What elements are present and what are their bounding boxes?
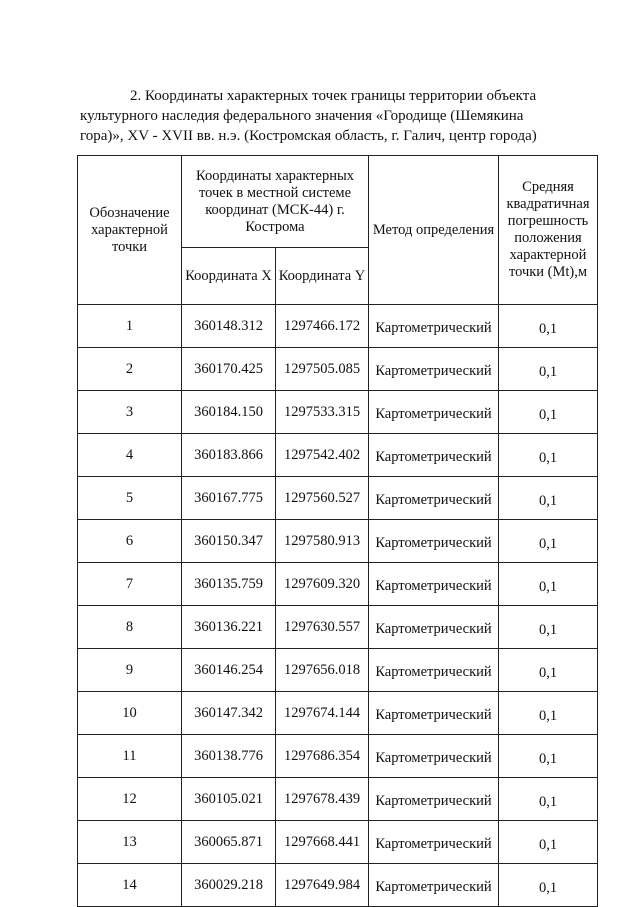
error-cell: 0,1 <box>499 520 598 563</box>
y-cell: 1297542.402 <box>276 434 369 477</box>
y-cell: 1297466.172 <box>276 305 369 348</box>
error-cell: 0,1 <box>499 563 598 606</box>
method-cell: Картометрический <box>369 520 499 563</box>
point-cell: 8 <box>78 606 182 649</box>
point-cell: 9 <box>78 649 182 692</box>
table-row <box>78 821 598 864</box>
x-cell: 360135.759 <box>182 563 276 606</box>
point-cell: 7 <box>78 563 182 606</box>
error-cell: 0,1 <box>499 305 598 348</box>
method-cell: Картометрический <box>369 477 499 520</box>
x-cell: 360147.342 <box>182 692 276 735</box>
table-row <box>78 649 598 692</box>
table-row <box>78 606 598 649</box>
heading-line-3: гора)», XV - XVII вв. н.э. (Костромская область, г. Галич, центр города) <box>80 128 537 144</box>
method-cell: Картометрический <box>369 391 499 434</box>
table-row <box>78 563 598 606</box>
method-cell: Картометрический <box>369 735 499 778</box>
x-cell: 360138.776 <box>182 735 276 778</box>
error-cell: 0,1 <box>499 391 598 434</box>
point-cell: 2 <box>78 348 182 391</box>
x-cell: 360167.775 <box>182 477 276 520</box>
table-row <box>78 520 598 563</box>
table-row <box>78 864 598 907</box>
point-cell: 4 <box>78 434 182 477</box>
y-cell: 1297686.354 <box>276 735 369 778</box>
method-cell: Картометрический <box>369 778 499 821</box>
point-cell: 13 <box>78 821 182 864</box>
y-cell: 1297656.018 <box>276 649 369 692</box>
section-heading <box>80 86 576 146</box>
method-cell: Картометрический <box>369 606 499 649</box>
header-point: Обозначение характерной точки <box>78 156 182 305</box>
x-cell: 360029.218 <box>182 864 276 907</box>
table-row <box>78 778 598 821</box>
method-cell: Картометрический <box>369 563 499 606</box>
header-coordinates: Координаты характерных точек в местной системе координат (МСК-44) г. Кострома <box>182 156 369 248</box>
y-cell: 1297560.527 <box>276 477 369 520</box>
point-cell: 1 <box>78 305 182 348</box>
y-cell: 1297580.913 <box>276 520 369 563</box>
error-cell: 0,1 <box>499 821 598 864</box>
point-cell: 3 <box>78 391 182 434</box>
method-cell: Картометрический <box>369 864 499 907</box>
error-cell: 0,1 <box>499 735 598 778</box>
y-cell: 1297649.984 <box>276 864 369 907</box>
x-cell: 360183.866 <box>182 434 276 477</box>
y-cell: 1297678.439 <box>276 778 369 821</box>
y-cell: 1297630.557 <box>276 606 369 649</box>
table-row <box>78 735 598 778</box>
point-cell: 12 <box>78 778 182 821</box>
coordinates-table <box>77 155 598 907</box>
x-cell: 360136.221 <box>182 606 276 649</box>
error-cell: 0,1 <box>499 477 598 520</box>
y-cell: 1297505.085 <box>276 348 369 391</box>
method-cell: Картометрический <box>369 821 499 864</box>
heading-line-2: культурного наследия федерального значения «Городище (Шемякина <box>80 108 524 124</box>
table-row <box>78 391 598 434</box>
header-y: Координата Y <box>276 248 369 305</box>
header-method: Метод определения <box>369 156 499 305</box>
point-cell: 6 <box>78 520 182 563</box>
table-row <box>78 477 598 520</box>
error-cell: 0,1 <box>499 692 598 735</box>
header-x: Координата X <box>182 248 276 305</box>
method-cell: Картометрический <box>369 692 499 735</box>
x-cell: 360146.254 <box>182 649 276 692</box>
x-cell: 360065.871 <box>182 821 276 864</box>
error-cell: 0,1 <box>499 434 598 477</box>
x-cell: 360170.425 <box>182 348 276 391</box>
table-row <box>78 692 598 735</box>
point-cell: 5 <box>78 477 182 520</box>
error-cell: 0,1 <box>499 778 598 821</box>
x-cell: 360184.150 <box>182 391 276 434</box>
point-cell: 14 <box>78 864 182 907</box>
point-cell: 11 <box>78 735 182 778</box>
point-cell: 10 <box>78 692 182 735</box>
method-cell: Картометрический <box>369 434 499 477</box>
table-row <box>78 305 598 348</box>
header-error: Средняя квадратичная погрешность положения характерной точки (Mt),м <box>499 156 598 305</box>
y-cell: 1297668.441 <box>276 821 369 864</box>
x-cell: 360105.021 <box>182 778 276 821</box>
heading-line-1: 2. Координаты характерных точек границы территории объекта <box>130 88 537 104</box>
y-cell: 1297533.315 <box>276 391 369 434</box>
method-cell: Картометрический <box>369 348 499 391</box>
method-cell: Картометрический <box>369 649 499 692</box>
method-cell: Картометрический <box>369 305 499 348</box>
table-row <box>78 434 598 477</box>
y-cell: 1297609.320 <box>276 563 369 606</box>
error-cell: 0,1 <box>499 864 598 907</box>
error-cell: 0,1 <box>499 649 598 692</box>
table-row <box>78 348 598 391</box>
error-cell: 0,1 <box>499 348 598 391</box>
x-cell: 360150.347 <box>182 520 276 563</box>
error-cell: 0,1 <box>499 606 598 649</box>
x-cell: 360148.312 <box>182 305 276 348</box>
y-cell: 1297674.144 <box>276 692 369 735</box>
